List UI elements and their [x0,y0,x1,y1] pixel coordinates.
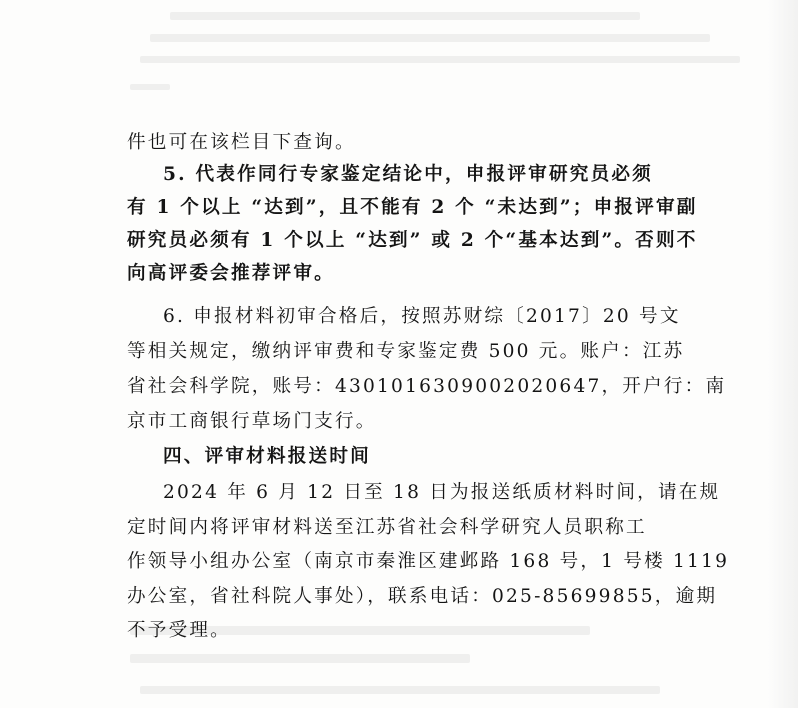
item-6-line-4: 京市工商银行草场门支行。 [127,411,377,432]
item-6-line-3: 省社会科学院，账号：4301016309002020647，开户行：南 [127,376,727,397]
item-5-line-2: 有 1 个以上 “达到”，且不能有 2 个 “未达到”；申报评审副 [127,197,698,218]
bleed-through-top-4 [130,84,170,90]
bleed-through-top-1 [170,12,640,20]
section-heading-4: 四、评审材料报送时间 [163,446,371,467]
section-4-line-1: 2024 年 6 月 12 日至 18 日为报送纸质材料时间，请在规 [163,482,721,503]
section-4-line-5: 不予受理。 [127,620,231,641]
bleed-through-bottom-3 [140,686,660,694]
scan-shadow-edge [768,0,798,708]
bleed-through-top-3 [140,56,740,63]
item-6-line-2: 等相关规定，缴纳评审费和专家鉴定费 500 元。账户：江苏 [127,341,685,362]
bleed-through-bottom-2 [130,654,470,663]
item-5-line-4: 向高评委会推荐评审。 [127,263,335,284]
text-line-1: 件也可在该栏目下查询。 [127,132,356,153]
section-4-line-3: 作领导小组办公室（南京市秦淮区建邺路 168 号，1 号楼 1119 [127,551,730,572]
section-4-line-2: 定时间内将评审材料送至江苏省社会科学研究人员职称工 [127,517,647,538]
section-4-line-4: 办公室，省社科院人事处），联系电话：025-85699855，逾期 [127,586,718,607]
item-6-line-1: 6. 申报材料初审合格后，按照苏财综〔2017〕20 号文 [163,306,681,327]
item-5-line-3: 研究员必须有 1 个以上 “达到” 或 2 个“基本达到”。否则不 [127,230,698,251]
bleed-through-top-2 [150,34,710,42]
item-5-line-1: 5. 代表作同行专家鉴定结论中，申报评审研究员必须 [163,164,653,185]
